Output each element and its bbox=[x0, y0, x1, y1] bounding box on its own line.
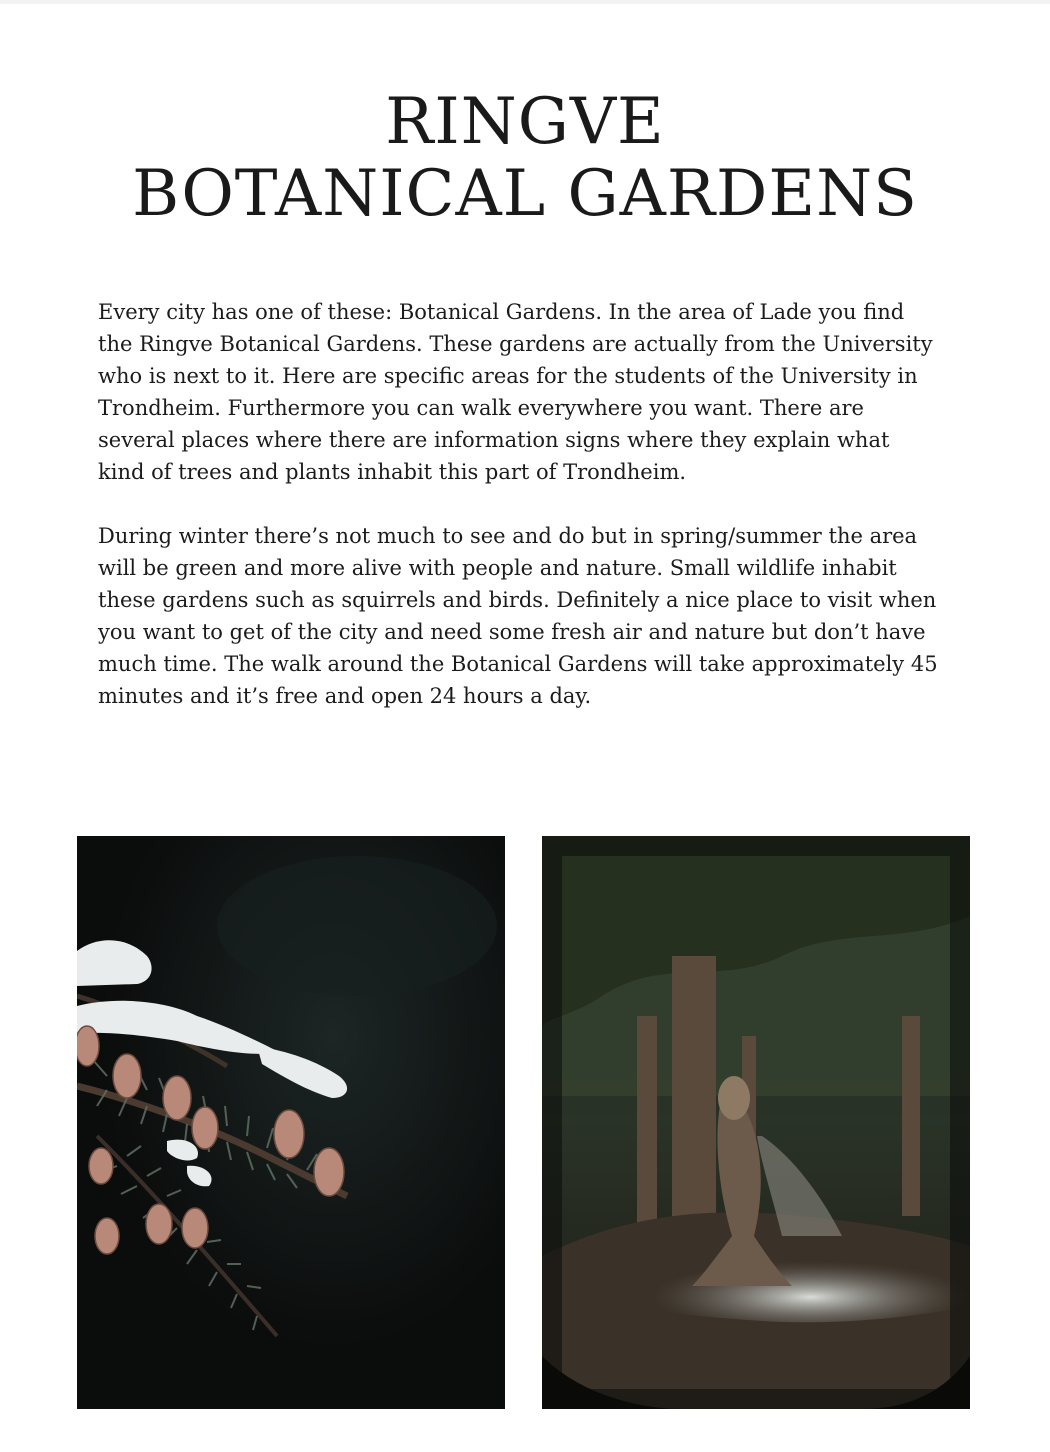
title-line-1: RINGVE bbox=[385, 85, 665, 159]
title-line-2: BOTANICAL GARDENS bbox=[132, 157, 918, 231]
top-divider bbox=[0, 0, 1050, 4]
paragraph-1: Every city has one of these: Botanical Gardens. In the area of Lade you find the Ringve Botanical Gardens. These gardens are actually from the University who is next to it. Here are specific areas for the students of the University in Trondheim. Furthermore you can walk everywhere you want. There are several places where there are information signs where they explain what kind of trees and plants inhabit this part of Trondheim. bbox=[98, 300, 933, 484]
photo-forest-path bbox=[542, 836, 970, 1409]
photo-snowy-branch bbox=[77, 836, 505, 1409]
paragraph-2: During winter there’s not much to see and do but in spring/summer the area will be green and more alive with people and nature. Small wildlife inhabit these gardens such as squirrels and birds. Definitely a nice place to visit when you want to get of the city and need some fresh air and nature but don’t have much time. The walk around the Botanical Gardens will take approximately 45 minutes and it’s free and open 24 hours a day. bbox=[98, 524, 938, 708]
article-body bbox=[98, 296, 938, 744]
page-title bbox=[0, 86, 1050, 230]
